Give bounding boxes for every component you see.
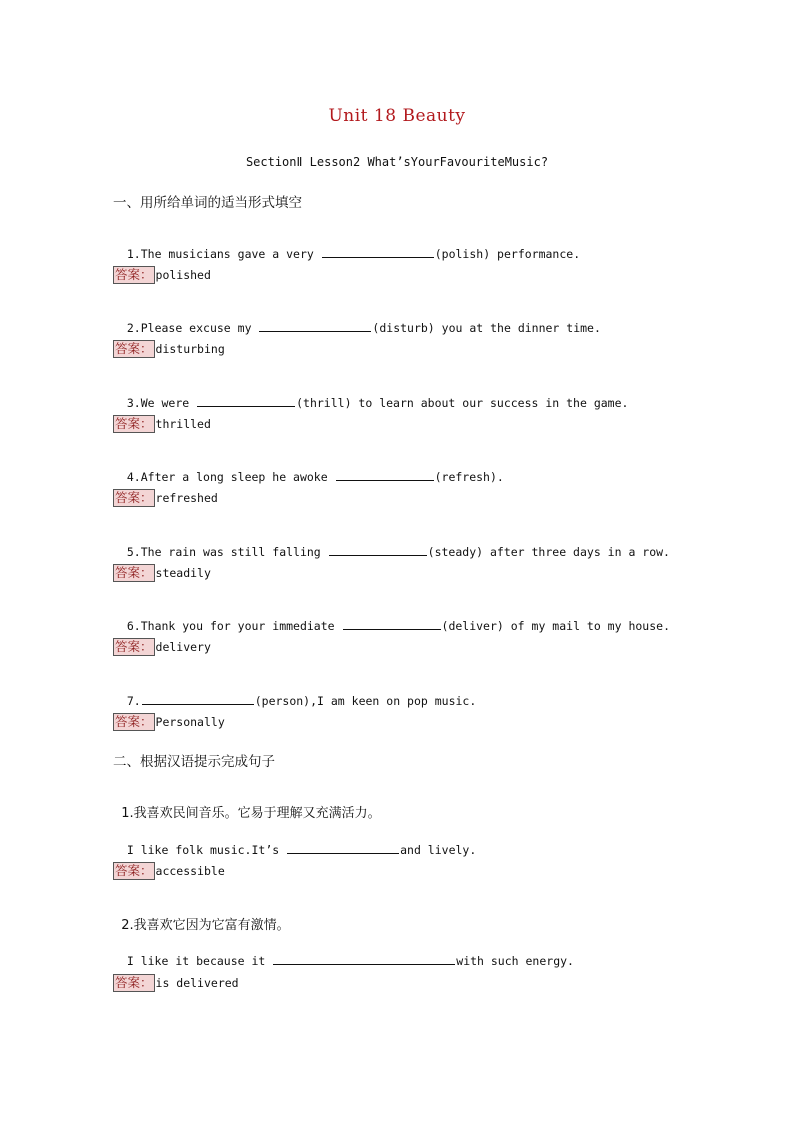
answer-blank — [336, 468, 434, 481]
question-text: Please excuse my — [140, 321, 259, 335]
question-text: with such energy. — [456, 954, 574, 968]
answer-text: disturbing — [155, 342, 225, 356]
answer-label: 答案： — [115, 639, 153, 654]
answer-row — [113, 266, 211, 284]
question-text: I like it because it — [126, 954, 273, 968]
question-text: (person),I am keen on pop music. — [254, 694, 477, 708]
answer-blank — [343, 617, 441, 630]
answer-row — [113, 340, 225, 358]
question-line — [113, 231, 580, 261]
question-line — [113, 380, 628, 410]
question-number: 3. — [126, 396, 141, 410]
question-number: 5. — [126, 545, 141, 559]
document-title: Unit 18 Beauty — [328, 106, 466, 126]
answer-blank — [329, 543, 427, 556]
question-text: (polish) performance. — [434, 247, 581, 261]
answer-row — [113, 489, 218, 507]
chinese-prompt — [113, 899, 290, 933]
question-text: (steady) after three days in a row. — [427, 545, 670, 559]
question-text: (deliver) of my mail to my house. — [441, 619, 670, 633]
answer-label: 答案： — [115, 341, 153, 356]
question-text: and lively. — [400, 843, 477, 857]
question-number: 7. — [126, 694, 141, 708]
answer-row — [113, 713, 225, 731]
question-text: (thrill) to learn about our success in the game. — [296, 396, 629, 410]
part1-heading: 一、用所给单词的适当形式填空 — [113, 195, 302, 211]
question-line — [113, 603, 670, 633]
document-subtitle: SectionⅡ Lesson2 What’sYourFavouriteMusic? — [245, 155, 549, 169]
answer-blank — [322, 245, 434, 258]
question-text: The rain was still falling — [140, 545, 328, 559]
question-number: 1. — [121, 806, 134, 821]
question-number: 1. — [126, 247, 141, 261]
question-text: The musicians gave a very — [140, 247, 321, 261]
question-line — [113, 678, 476, 708]
answer-label: 答案： — [115, 267, 153, 282]
answer-blank — [287, 841, 399, 854]
answer-text: steadily — [155, 566, 211, 580]
answer-text: refreshed — [155, 491, 218, 505]
answer-blank — [197, 394, 295, 407]
question-number: 2. — [121, 918, 134, 933]
answer-text: polished — [155, 268, 211, 282]
answer-blank — [273, 952, 455, 965]
answer-label: 答案： — [115, 714, 153, 729]
answer-blank — [259, 319, 371, 332]
question-text: (refresh). — [434, 470, 504, 484]
answer-blank — [142, 692, 254, 705]
answer-text: is delivered — [155, 976, 239, 990]
answer-label: 答案： — [115, 863, 153, 878]
question-number: 6. — [126, 619, 141, 633]
question-text: Thank you for your immediate — [140, 619, 342, 633]
question-line — [113, 938, 574, 968]
answer-text: thrilled — [155, 417, 211, 431]
part2-heading: 二、根据汉语提示完成句子 — [113, 754, 275, 770]
question-text: After a long sleep he awoke — [140, 470, 335, 484]
question-number: 2. — [126, 321, 141, 335]
question-line — [113, 454, 504, 484]
answer-row — [113, 415, 211, 433]
answer-label: 答案： — [115, 565, 153, 580]
question-text: (disturb) you at the dinner time. — [372, 321, 601, 335]
question-line — [113, 529, 670, 559]
question-line — [113, 305, 601, 335]
chinese-text: 我喜欢它因为它富有激情。 — [133, 918, 290, 933]
answer-text: delivery — [155, 640, 211, 654]
question-number: 4. — [126, 470, 141, 484]
answer-row — [113, 564, 211, 582]
answer-text: Personally — [155, 715, 225, 729]
answer-label: 答案： — [115, 975, 153, 990]
question-text: We were — [140, 396, 197, 410]
answer-row — [113, 974, 239, 992]
answer-label: 答案： — [115, 490, 153, 505]
answer-label: 答案： — [115, 416, 153, 431]
question-line — [113, 827, 476, 857]
chinese-text: 我喜欢民间音乐。它易于理解又充满活力。 — [133, 806, 381, 821]
answer-row — [113, 638, 211, 656]
chinese-prompt — [113, 787, 381, 821]
answer-row — [113, 862, 225, 880]
answer-text: accessible — [155, 864, 225, 878]
question-text: I like folk music.It’s — [126, 843, 287, 857]
